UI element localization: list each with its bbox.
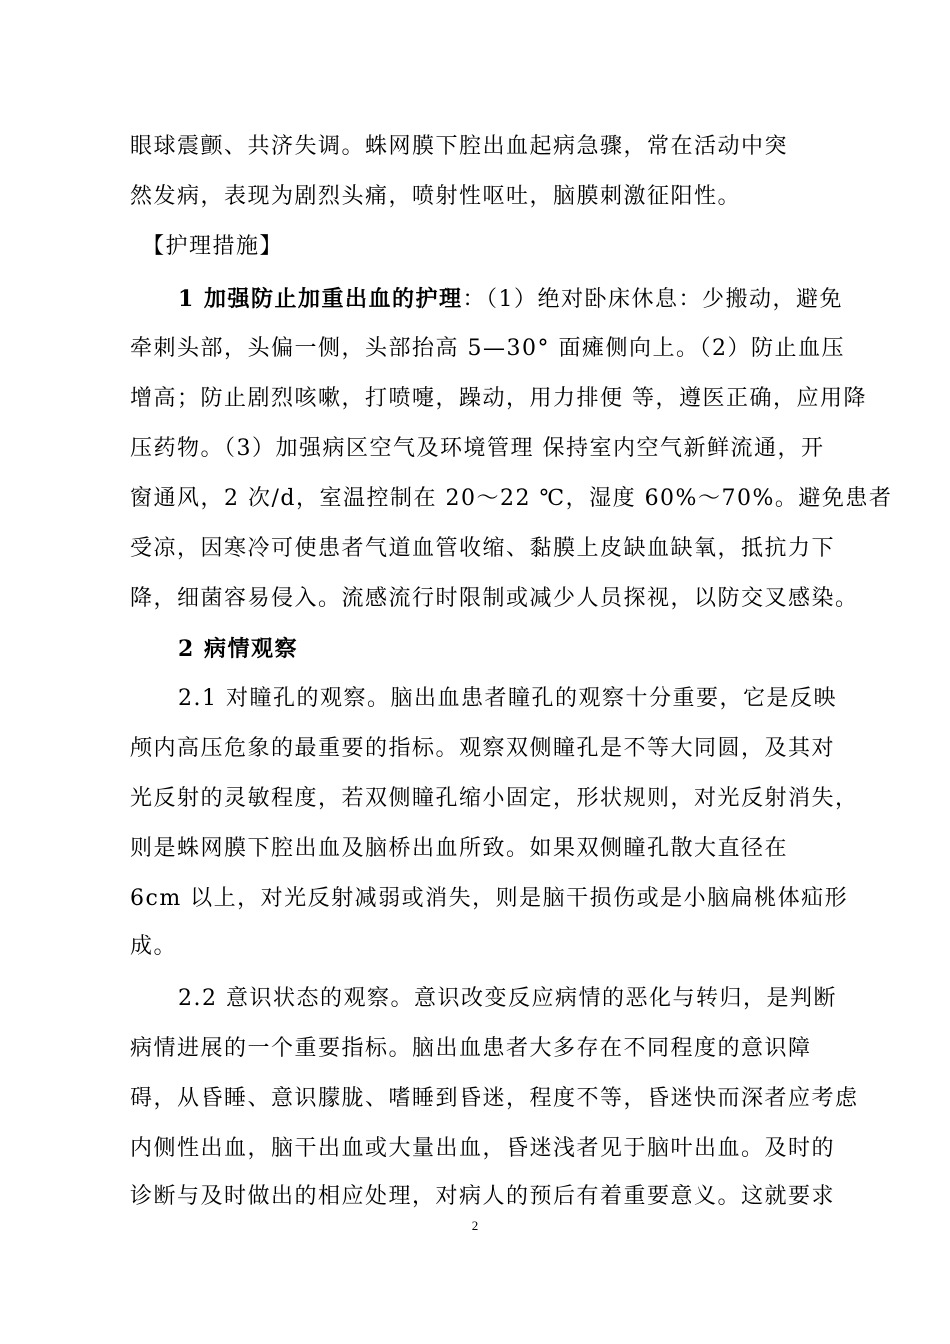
text-line: 病情进展的一个重要指标。脑出血患者大多存在不同程度的意识障 — [130, 1036, 812, 1061]
text-line: 光反射的灵敏程度，若双侧瞳孔缩小固定，形状规则，对光反射消失， — [130, 786, 859, 811]
text-line: 窗通风，2 次/d，室温控制在 20～22 ℃，湿度 60%～70%。避免患者 — [130, 486, 893, 511]
text-line: 增高；防止剧烈咳嗽，打喷嚏，躁动，用力排便 等，遵医正确，应用降 — [130, 386, 867, 411]
text-line: 内侧性出血，脑干出血或大量出血，昏迷浅者见于脑叶出血。及时的 — [130, 1136, 836, 1161]
paragraph-heading: 1 加强防止加重出血的护理 — [178, 286, 463, 312]
text-line: 成。 — [130, 934, 178, 959]
paragraph-heading-line — [178, 284, 843, 315]
text-line: 2.2 意识状态的观察。意识改变反应病情的恶化与转归，是判断 — [178, 986, 837, 1011]
text-line: 碍，从昏睡、意识朦胧、嗜睡到昏迷，程度不等，昏迷快而深者应考虑 — [130, 1086, 859, 1111]
text-line: 2.1 对瞳孔的观察。脑出血患者瞳孔的观察十分重要，它是反映 — [178, 686, 837, 711]
text-line: 压药物。（3）加强病区空气及环境管理 保持室内空气新鲜流通，开 — [130, 436, 825, 461]
paragraph-heading: 2 病情观察 — [178, 636, 298, 662]
text-line: 受凉，因寒冷可使患者气道血管收缩、黏膜上皮缺血缺氧，抵抗力下 — [130, 536, 836, 561]
text-line: 眼球震颤、共济失调。蛛网膜下腔出血起病急骤，常在活动中突 — [130, 134, 789, 159]
text-line: 然发病，表现为剧烈头痛，喷射性呕吐，脑膜刺激征阳性。 — [130, 184, 742, 209]
text-span: ：（1）绝对卧床休息：少搬动，避免 — [462, 287, 843, 312]
text-line: 牵刺头部，头偏一侧，头部抬高 5—30° 面瘫侧向上。（2）防止血压 — [130, 336, 845, 361]
text-line: 则是蛛网膜下腔出血及脑桥出血所致。如果双侧瞳孔散大直径在 — [130, 836, 789, 861]
text-line: 6cm 以上，对光反射减弱或消失，则是脑干损伤或是小脑扁桃体疝形 — [130, 886, 849, 911]
section-heading: 【护理措施】 — [142, 234, 284, 259]
text-line: 颅内高压危象的最重要的指标。观察双侧瞳孔是不等大同圆，及其对 — [130, 736, 836, 761]
text-line: 降，细菌容易侵入。流感流行时限制或减少人员探视，以防交叉感染。 — [130, 586, 859, 611]
text-line: 诊断与及时做出的相应处理，对病人的预后有着重要意义。这就要求 — [130, 1184, 836, 1209]
page-number: 2 — [471, 1218, 479, 1233]
